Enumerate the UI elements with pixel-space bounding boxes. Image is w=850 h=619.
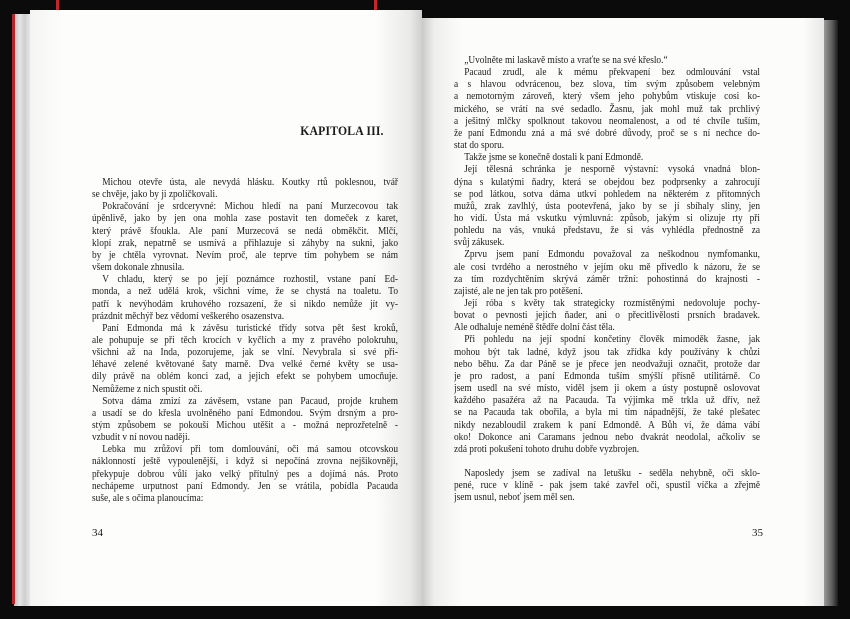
text-line: oko! Dokonce ani Caramans jednou nebo dvakrát neodolal, ačkoliv se [454,430,760,443]
text-line: za tím rozdychtěním skrývá záměr tržní: pohostinná do krajnosti - [454,272,760,285]
text-line: úpěnlivě, jako by jen ona mohla zase postavit ten domeček z karet, [92,212,398,225]
text-line: stat do sporu. [454,139,505,152]
page-number-right: 35 [752,527,763,539]
text-line: a nemotorným zároveň, který všem jeho pohybům vtiskuje cosi ko- [454,90,760,103]
text-line: by je chtěla vyrovnat. Nevím proč, ale teprve tím pohybem se nám [92,248,398,261]
text-line: pohledu na vás, vnuká představu, že si vás vyhlédla přednostně za [454,224,760,237]
text-line: Michou otevře ústa, ale nevydá hlásku. Koutky rtů poklesnou, tvář [102,176,398,188]
text-line: a usadí se do křesla uvolněného paní Edmondou. Svým drsným a pro- [92,406,398,419]
text-line: ale cosi tvrdého a nerostného v jejím oku mě přivedlo k názoru, že se [454,260,760,273]
text-line: dily právě na oblém konci zad, a jejich efekt se pohybem umocňuje. [92,370,398,383]
text-line: bovat o pevnosti jejích ňader, ani o přecitlivělosti prsních bradavek. [454,309,760,322]
text-line: všichni až na Inda, pozorujeme, jak se vlní. Nevybrala si své při- [92,346,398,359]
text-line: mického, se vrátí na své sedadlo. Žasnu, jak mohl muž tak prchlivý [454,102,760,115]
text-line: V chladu, který se po její poznámce rozhostil, vstane paní Ed- [102,273,398,286]
text-line: Její róba s květy tak strategicky rozmístěnými nedovoluje pochy- [464,297,760,309]
text-line: svůj zákusek. [454,236,505,249]
left-page [30,10,422,606]
text-line: všem dokonale zhnusila. [92,261,185,274]
text-line: překypuje dobrou vůlí jako velký přítulný pes a dojímá nás. Proto [92,467,398,480]
text-line: že paní Edmondu zná a má své dobré důvody, proč se s ní nechce do- [454,126,760,139]
text-line: ho vidí. Ústa má vskutku výmluvná: způsob, jakým si olizuje rty při [454,211,760,224]
text-line: náklonností ještě vypoulenější, i když si nepočíná zrovna nejšikovněji, [92,455,398,468]
text-line: Sotva dáma zmizí za závěsem, vstane pan Pacaud, projde kruhem [102,394,398,407]
text-line: každého pasažéra až na Pacauda. Ta výjimka mě trkla už dřív, než [454,394,760,407]
text-line: vzbudit v ní novou naději. [92,431,190,444]
text-line: patří k nevýhodám kruhového rozsazení, že si nikdo nemůže jít vy- [92,297,398,310]
text-line: Lebka mu zrůžoví při tom domlouvání, oči má samou otcovskou [102,443,398,456]
text-line: Paní Edmonda má k závěsu turistické třídy sotva pět šest kroků, [102,321,398,334]
red-page-edge [12,14,15,604]
text-line: mohou být tak ladné, když jsou tak zřídka kdy používány k chůzi [454,345,760,358]
text-line: zdá proti pokušení tohoto druhu dobře vyzbrojen. [454,442,640,455]
text-line: a s hlavou odvrácenou, bez slova, tím svým způsobem velebným [454,78,760,91]
page-number-left: 34 [92,527,103,539]
book-edge-shadow [824,20,838,606]
text-line: se pod látkou, sotva dáma utkví pohledem na některém z přítomných [454,187,760,200]
text-line: jsem usedl na své místo, viděl jsem ji okem a ústy postupně oslovovat [454,382,760,395]
text-line: prázdnit měchýř bez vědomí veškerého osazenstva. [92,309,285,322]
text-line: klopí zrak, nepatrně se usmívá a přihlazuje si záhyby na sukni, jako [92,236,398,249]
text-line: Při pohledu na její spodní končetiny člověk mimoděk žasne, jak [464,333,760,346]
text-line: nebo běhu. Za dar Páně se je přece jen neodvažuji označit, protože dar [454,357,760,370]
text-line: který právě šfoukla. Ale paní Murzecová se nedá obměkčit. Mlčí, [92,224,398,237]
text-line: je pro radost, a paní Edmonda tuším smýšlí přísně utilitárně. Co [454,369,760,382]
text-line: mužů, zrak zavlhlý, ústa pootevřená, jako by se jí sbíhaly sliny, jen [454,199,760,212]
text-line: nikdy nezabloudil zrakem k paní Edmondě. A Bůh ví, že dáma vábí [454,418,760,431]
text-line: Zprvu jsem paní Edmondu považoval za neškodnou nymfomanku, [464,248,760,261]
text-line: Takže jsme se konečně dostali k paní Edmondě. [464,151,644,164]
text-line: Pokračování je srdceryvné: Michou hledí na paní Murzecovou tak [102,200,398,213]
text-line: se chvěje, jako by ji zpolíčkovali. [92,188,218,201]
text-line: a ješitný mlčky spolknout takovou neomalenost, a od té chvíle tuším, [454,114,760,127]
text-line: „Uvolněte mi laskavě místo a vraťte se na své křeslo.“ [464,54,668,66]
text-line: Její tělesná schránka je nesporně výstavní: vysoká vnadná blon- [464,163,760,176]
text-line: jsem usnul, neboť jsem měl sen. [454,491,575,504]
text-line: zajisté, ale ne jen tak pro potěšení. [454,284,583,297]
text-line: stým způsobem se pokouší Michou utěšit a - možná neprozřetelně - [92,419,398,431]
text-line: pené, ruce v klíně - pak jsem také zavřel oči, spustil víčka a zřejmě [454,479,760,492]
right-page [422,18,824,606]
text-line: Naposledy jsem se zadíval na letušku - seděla nehybně, oči sklo- [464,467,760,480]
chapter-heading: KAPITOLA III. [300,123,384,138]
text-line: léhavé zelené květované šaty marně. Dva velké černé květy se usa- [92,358,398,371]
text-line: Pacaud zrudl, ale k mému překvapení bez odmlouvání vstal [464,66,760,79]
text-line: se na Pacauda tak obořila, a byla mi tím nápadnější, že také plešatec [454,406,760,419]
text-line: ale pohupuje se při těch krocích v kyčlích a my z pravého polokruhu, [92,333,398,346]
text-line: dýna s kulatými ňadry, která se obejdou bez podprsenky a zahrocují [454,175,760,188]
text-line: suše, ale s očima planoucíma: [92,491,204,504]
text-line: Nemůžeme z nich spustit oči. [92,382,203,395]
text-line: Ale odhaluje neméně štědře dolní část těla. [454,321,615,334]
text-line: monda, a než udělá krok, všichni víme, že se chystá na toaletu. To [92,285,398,298]
text-line: nechápeme urputnost paní Edmondy. Jen se vrátila, pobídla Pacauda [92,479,398,492]
